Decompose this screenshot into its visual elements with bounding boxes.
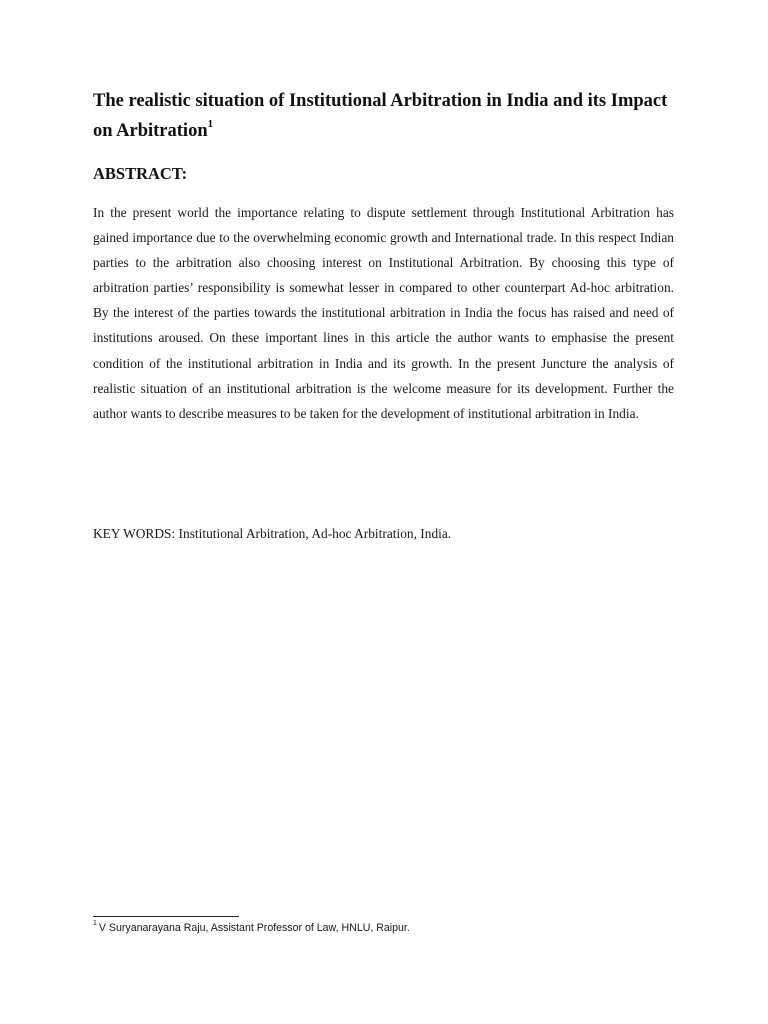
abstract-heading: ABSTRACT:	[93, 164, 188, 183]
footnote	[93, 920, 674, 936]
footnote-separator	[93, 916, 239, 917]
paper-title	[93, 86, 677, 146]
footnote-marker: 1	[93, 920, 97, 928]
keywords-line: KEY WORDS: Institutional Arbitration, Ad-hoc Arbitration, India.	[93, 526, 452, 541]
title-footnote-marker: 1	[207, 117, 214, 130]
abstract-paragraph: In the present world the importance relating to dispute settlement through Institutional Arbitration has gained importance due to the overwhelming economic growth and International trade. In this respect Indian parties to the arbitration also choosing interest on Institutional Arbitration. By choosing this type of arbitration parties’ responsibility is somewhat lesser in compared to other counterpart Ad-hoc arbitration. By the interest of the parties towards the institutional arbitration in India the focus has raised and need of institutions aroused. On these important lines in this article the author wants to emphasise the present condition of the institutional arbitration in India and its growth. In the present Juncture the analysis of realistic situation of an institutional arbitration is the welcome measure for its development. Further the author wants to describe measures to be taken for the development of institutional arbitration in India.	[93, 205, 674, 421]
footnote-text: V Suryanarayana Raju, Assistant Professor of Law, HNLU, Raipur.	[98, 922, 410, 934]
paper-title-text: The realistic situation of Institutional Arbitration in India and its Impact on Arbitration	[93, 91, 668, 141]
